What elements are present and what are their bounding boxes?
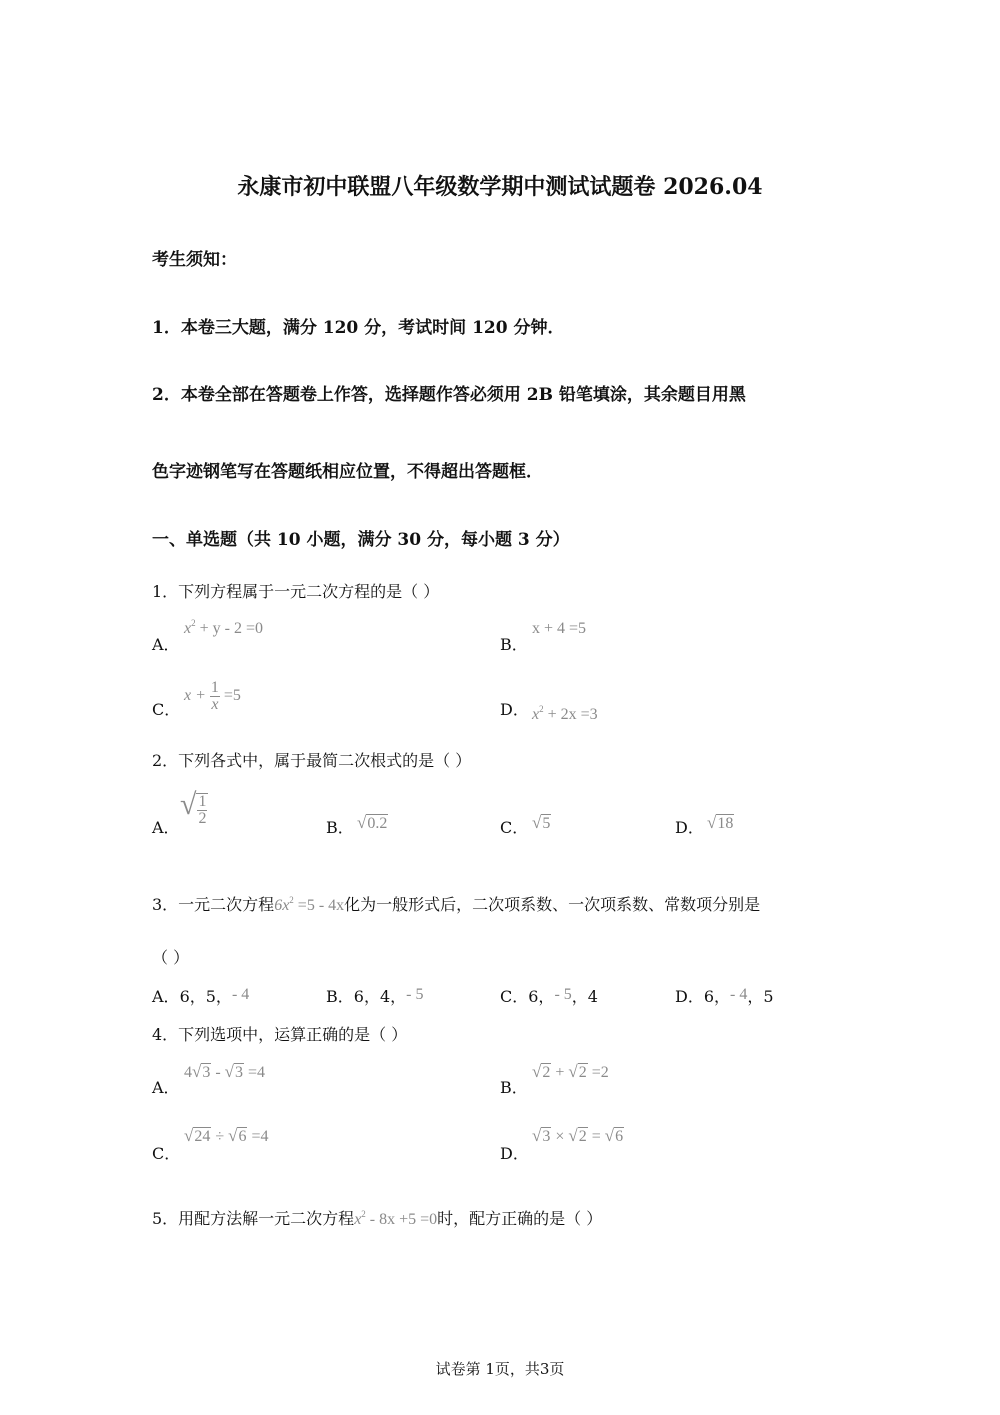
q4-option-b-math: √2 + √2 =2 [532,1062,609,1081]
q2-option-c-math: √5 [532,813,551,832]
q4-option-c-math: √24 ÷ √6 =4 [184,1126,269,1145]
q4-option-c-label: C． [152,1144,181,1163]
q4-option-a-math: 4√3 - √3 =4 [184,1062,266,1081]
q3-option-a: A．6，5，- 4 [152,986,250,1006]
question-1-stem: 1．下列方程属于一元二次方程的是（ ） [152,582,440,601]
q1-option-b-label: B． [500,635,528,654]
question-3-stem: 3．一元二次方程$6x^2 =5 - 4x$化为一般形式后，二次项系数、一次项系数、常数项分别是 [152,895,761,914]
q2-option-a-math: √ $\frac{1}{2}$ [180,788,207,827]
question-5-stem: 5．用配方法解一元二次方程$x^2 - 8x +5 =0$时，配方正确的是（ ） [152,1209,603,1228]
notice-line-2a: 2．本卷全部在答题卷上作答，选择题作答必须用 2B 铅笔填涂，其余题目用黑 [152,385,746,405]
document-title: 永康市初中联盟八年级数学期中测试试题卷 2026.04 [237,174,763,200]
q1-option-c-label: C． [152,700,181,719]
q2-option-b-label: B． [326,818,354,837]
q3-option-b: B．6，4，- 5 [326,986,424,1006]
q1-option-c-math: x + $\frac{1}{x}$ =5 [184,679,241,713]
page-footer: 试卷第 1页，共3页 [435,1360,565,1378]
q1-option-d-math: $x^2 + 2x =3$ [532,704,598,723]
q4-option-a-label: A． [152,1078,180,1097]
q3-option-d: D．6，- 4，5 [675,986,774,1006]
notice-heading: 考生须知： [152,250,237,270]
q4-option-d-math: √3 × √2 = √6 [532,1126,624,1145]
q1-option-d-label: D． [500,700,529,719]
q1-option-b-math: x + 4 =5 [532,620,587,637]
notice-line-1: 1．本卷三大题，满分 120 分，考试时间 120 分钟． [152,318,565,338]
q1-option-a-label: A． [152,635,180,654]
q4-option-d-label: D． [500,1144,529,1163]
q2-option-a-label: A． [152,818,180,837]
q4-option-b-label: B． [500,1078,528,1097]
q2-option-b-math: √0.2 [357,813,388,832]
notice-line-2b: 色字迹钢笔写在答题纸相应位置，不得超出答题框． [152,462,543,482]
q3-option-c: C．6，- 5，4 [500,986,598,1006]
q2-option-d-math: √18 [707,813,734,832]
question-3-paren: （ ） [152,948,190,967]
question-4-stem: 4．下列选项中，运算正确的是（ ） [152,1025,408,1044]
q1-option-a-math: $x^2 + y - 2 =0$ [184,618,263,637]
q2-option-d-label: D． [675,818,704,837]
question-2-stem: 2．下列各式中，属于最简二次根式的是（ ） [152,751,472,770]
section-heading: 一、单选题（共 10 小题，满分 30 分，每小题 3 分） [152,530,570,550]
q2-option-c-label: C． [500,818,529,837]
